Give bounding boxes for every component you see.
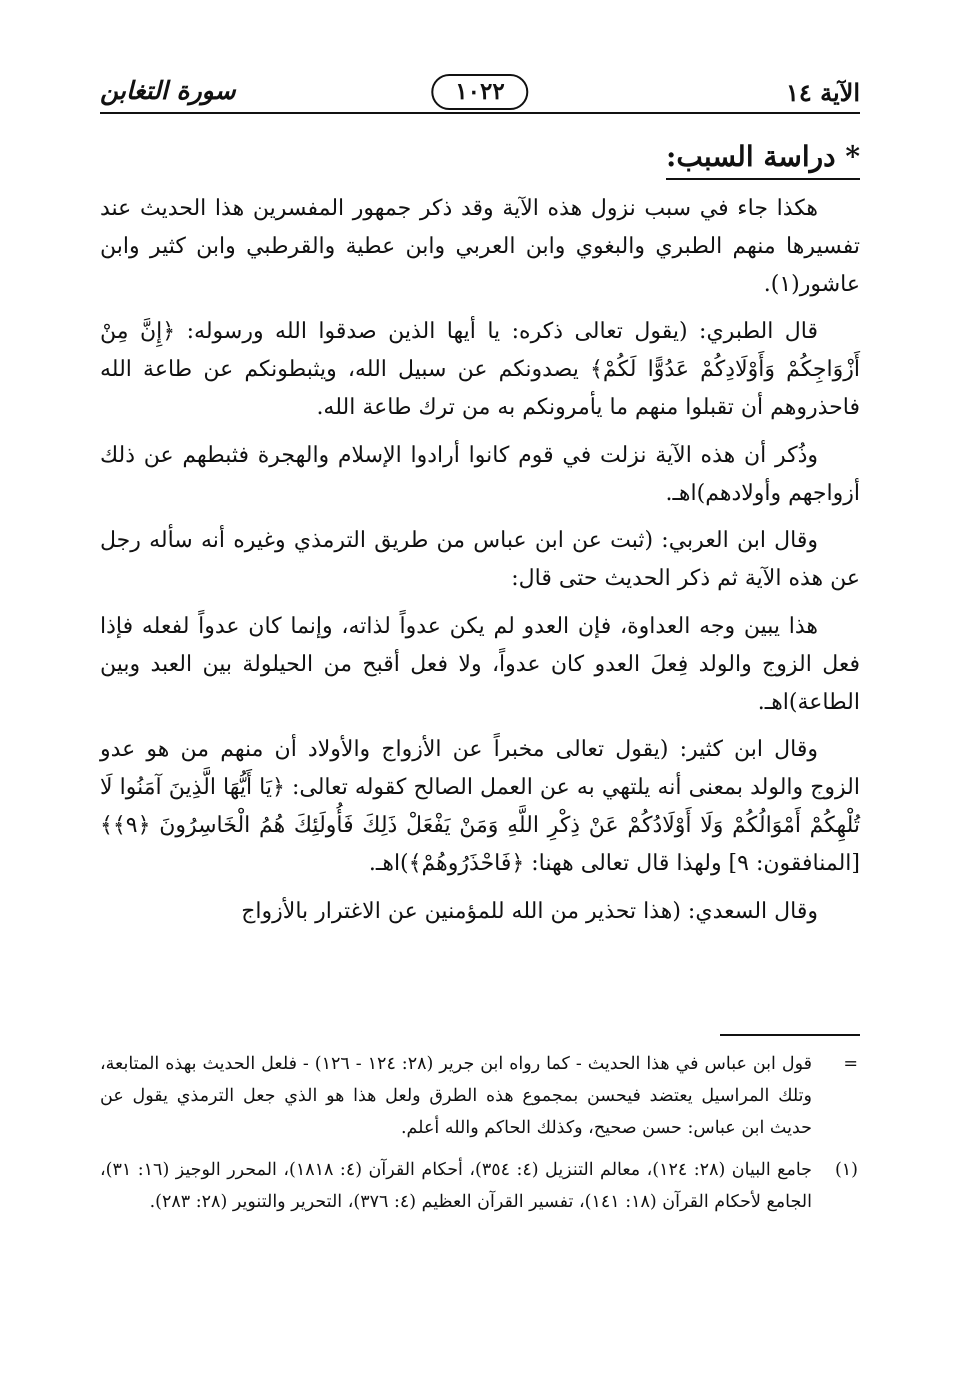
paragraph: هكذا جاء في سبب نزول هذه الآية وقد ذكر جمهور المفسرين هذا الحديث عند تفسيرها منهم الطبري والبغوي وابن العربي وابن عطية والقرطبي وابن كثير وابن عاشور(١). bbox=[100, 196, 860, 297]
footnote-mark: = bbox=[843, 1054, 858, 1074]
footnote-separator bbox=[720, 1034, 860, 1036]
paragraph: قال الطبري: (يقول تعالى ذكره: يا أيها الذين صدقوا الله ورسوله: ﴿إِنَّ مِنْ أَزْوَاجِكُمْ وَأَوْلَادِكُمْ عَدُوًّا لَكُمْ﴾ يصدونكم عن سبيل الله، ويثبطونكم عن طاعة الله فاحذروهم أن تقبلوا منهم ما يأمرونكم به من ترك طاعة الله. bbox=[100, 319, 860, 420]
section-title: * دراسة السبب: bbox=[666, 140, 860, 180]
paragraph: وقال ابن كثير: (يقول تعالى مخبراً عن الأزواج والأولاد أن منهم من هو عدو الزوج والولد بمعنى أنه يلتهي به عن العمل الصالح كقوله تعالى: ﴿يَا أَيُّهَا الَّذِينَ آمَنُوا لَا تُلْهِكُمْ أَمْوَالُكُمْ وَلَا أَوْلَادُكُمْ عَنْ ذِكْرِ اللَّهِ وَمَنْ يَفْعَلْ ذَلِكَ فَأُولَئِكَ هُمُ الْخَاسِرُونَ ﴿٩﴾﴾ [المنافقون: ٩] ولهذا قال تعالى ههنا: ﴿فَاحْذَرُوهُمْ﴾)اهـ. bbox=[100, 737, 860, 876]
page-header bbox=[100, 60, 860, 114]
page-number: ١٠٢٢ bbox=[431, 74, 528, 110]
footnote bbox=[100, 1154, 860, 1218]
footnote-mark: (١) bbox=[834, 1160, 858, 1180]
footnote-text: قول ابن عباس في هذا الحديث - كما رواه ابن جرير (٢٨: ١٢٤ - ١٢٦) - فلعل الحديث بهذه المتابعة، وتلك المراسيل يعتضد فيحسن بمجموع هذه الطرق ولعل هذا هو الذي جعل الترمذي يقول عن حديث ابن عباس: حسن صحيح، وكذلك الحاكم والله أعلم. bbox=[100, 1054, 812, 1138]
book-page bbox=[100, 60, 860, 930]
paragraph: هذا يبين وجه العداوة، فإن العدو لم يكن عدواً لذاته، وإنما كان عدواً لفعله فإذا فعل الزوج والولد فِعلَ العدو كان عدواً، ولا فعل أقبح من الحيلولة بين العبد وبين الطاعة)اهـ. bbox=[100, 613, 860, 715]
footnote bbox=[100, 1048, 860, 1144]
paragraph: وقال السعدي: (هذا تحذير من الله للمؤمنين عن الاغترار بالأزواج bbox=[241, 898, 818, 924]
footnotes bbox=[100, 1048, 860, 1218]
paragraph: وقال ابن العربي: (ثبت عن ابن عباس من طريق الترمذي وغيره أنه سأله رجل عن هذه الآية ثم ذكر الحديث حتى قال: bbox=[100, 528, 860, 592]
surah-name: سورة التغابن bbox=[100, 76, 236, 105]
footnote-text: جامع البيان (٢٨: ١٢٤)، معالم التنزيل (٤: ٣٥٤)، أحكام القرآن (٤: ١٨١٨)، المحرر الوجيز (١٦: ٣١)، الجامع لأحكام القرآن (١٨: ١٤١)، تفسير القرآن العظيم (٤: ٣٧٦)، التحرير والتنوير (٢٨: ٢٨٣). bbox=[100, 1160, 812, 1212]
paragraph: وذُكر أن هذه الآية نزلت في قوم كانوا أرادوا الإسلام والهجرة فثبطهم عن ذلك أزواجهم وأولادهم)اهـ. bbox=[100, 442, 860, 506]
main-text bbox=[100, 190, 860, 930]
verse-label: الآية ١٤ bbox=[785, 78, 860, 107]
